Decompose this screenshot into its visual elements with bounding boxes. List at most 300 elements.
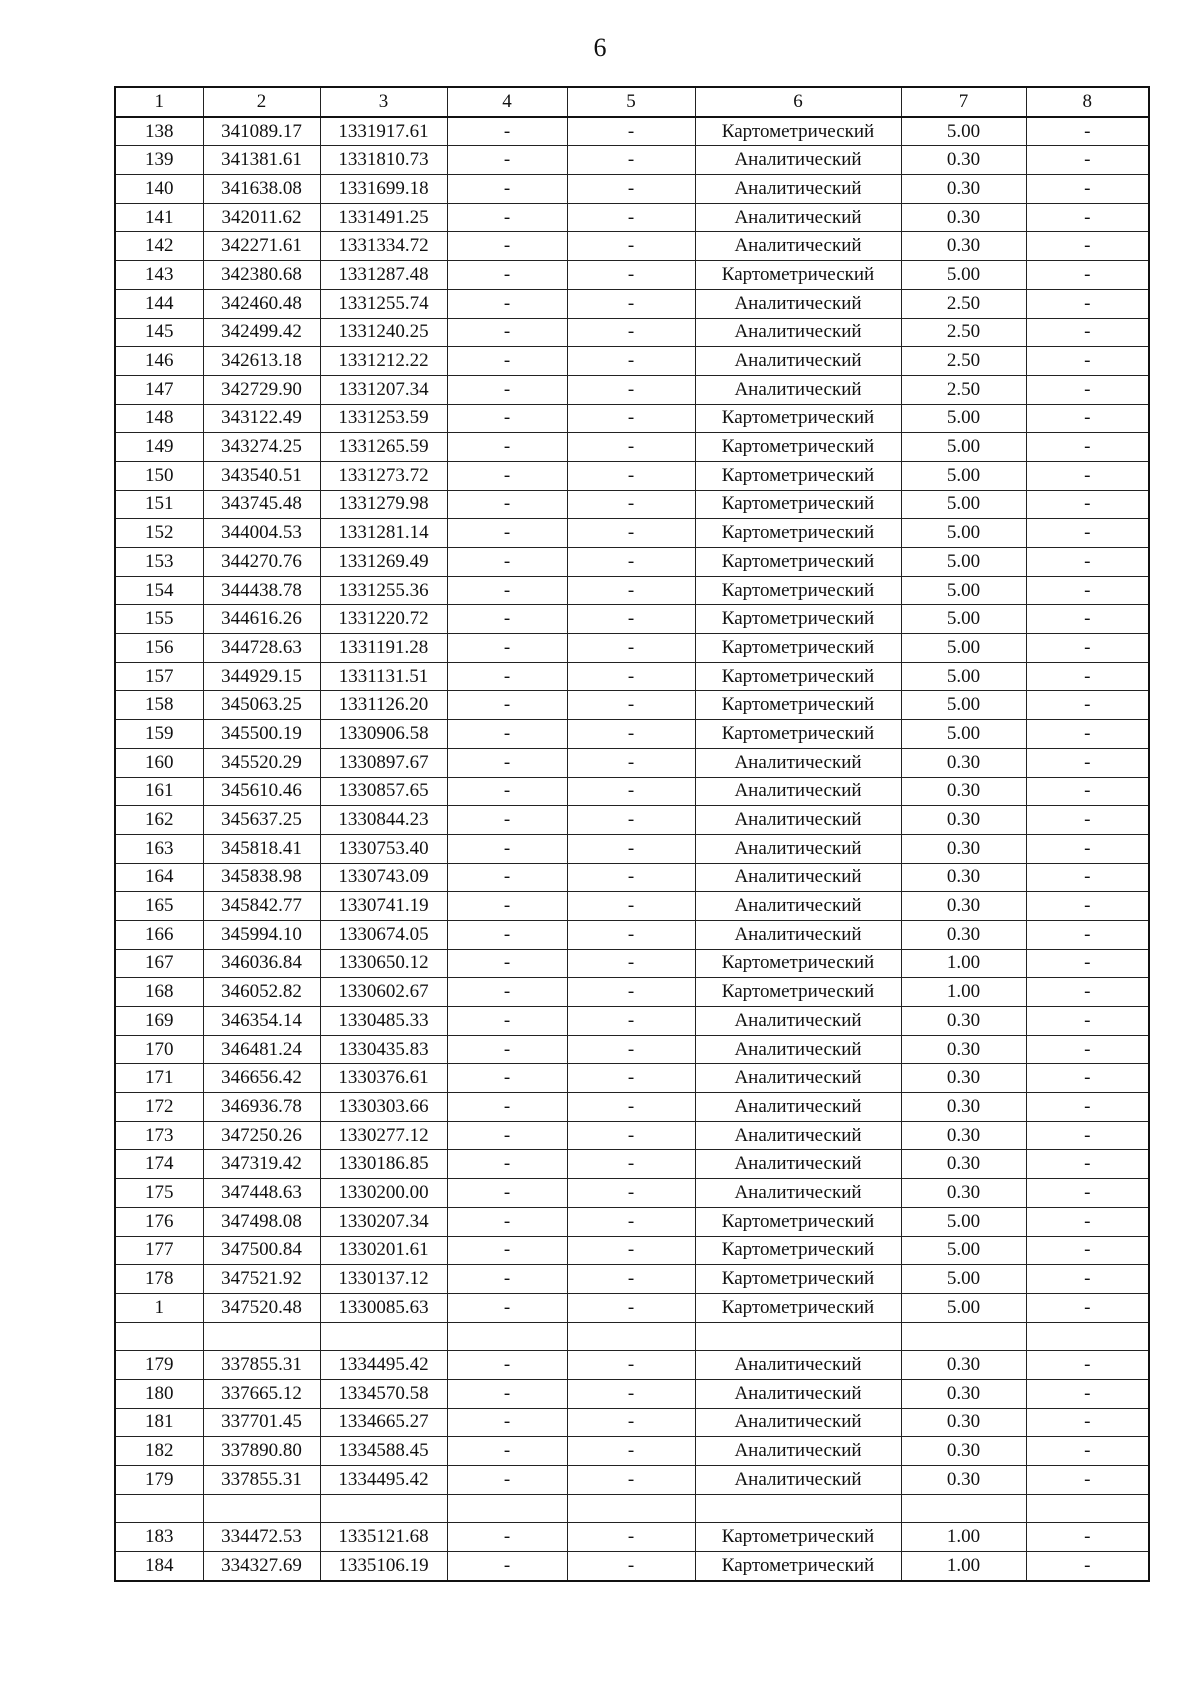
table-cell-col-4: - xyxy=(447,605,567,634)
table-cell-col-7: 0.30 xyxy=(901,1064,1026,1093)
table-cell-col-3: 1331265.59 xyxy=(320,433,447,462)
table-cell-col-4: - xyxy=(447,490,567,519)
table-cell-col-7 xyxy=(901,1322,1026,1351)
table-cell-col-8: - xyxy=(1026,203,1149,232)
table-cell-col-6: Аналитический xyxy=(695,1035,901,1064)
table-cell-col-8: - xyxy=(1026,634,1149,663)
table-cell-col-5: - xyxy=(567,289,695,318)
table-cell-col-3: 1330277.12 xyxy=(320,1121,447,1150)
column-header-6: 6 xyxy=(695,87,901,117)
table-cell-col-1: 139 xyxy=(115,146,203,175)
table-cell-col-4: - xyxy=(447,978,567,1007)
table-cell-col-2: 337855.31 xyxy=(203,1351,320,1380)
table-cell-col-3: 1331334.72 xyxy=(320,232,447,261)
table-cell-col-2: 345842.77 xyxy=(203,892,320,921)
table-row xyxy=(115,892,1149,921)
column-header-3: 3 xyxy=(320,87,447,117)
table-cell-col-2: 342011.62 xyxy=(203,203,320,232)
table-cell-col-6: Картометрический xyxy=(695,978,901,1007)
table-cell-col-6: Картометрический xyxy=(695,404,901,433)
table-cell-col-8: - xyxy=(1026,117,1149,146)
table-cell-col-4: - xyxy=(447,347,567,376)
table-row xyxy=(115,1150,1149,1179)
table-cell-col-1: 151 xyxy=(115,490,203,519)
table-row xyxy=(115,949,1149,978)
table-row xyxy=(115,920,1149,949)
table-cell-col-4: - xyxy=(447,1150,567,1179)
table-cell-col-4: - xyxy=(447,146,567,175)
table-cell-col-5: - xyxy=(567,232,695,261)
table-cell-col-4: - xyxy=(447,1093,567,1122)
table-cell-col-1: 153 xyxy=(115,548,203,577)
table-cell-col-5: - xyxy=(567,347,695,376)
table-cell-col-4: - xyxy=(447,576,567,605)
table-cell-col-2: 341089.17 xyxy=(203,117,320,146)
table-cell-col-4: - xyxy=(447,1179,567,1208)
table-cell-col-3: 1330743.09 xyxy=(320,863,447,892)
table-cell-col-3: 1330201.61 xyxy=(320,1236,447,1265)
table-cell-col-2: 344270.76 xyxy=(203,548,320,577)
table-cell-col-2: 347500.84 xyxy=(203,1236,320,1265)
table-cell-col-3: 1331131.51 xyxy=(320,662,447,691)
table-row xyxy=(115,605,1149,634)
table-cell-col-8: - xyxy=(1026,978,1149,1007)
table-cell-col-1: 176 xyxy=(115,1207,203,1236)
table-cell-col-6: Картометрический xyxy=(695,634,901,663)
table-cell-col-5: - xyxy=(567,1466,695,1495)
table-cell-col-4 xyxy=(447,1322,567,1351)
table-cell-col-4: - xyxy=(447,261,567,290)
table-cell-col-7: 0.30 xyxy=(901,175,1026,204)
table-cell-col-2: 343122.49 xyxy=(203,404,320,433)
column-header-1: 1 xyxy=(115,87,203,117)
table-cell-col-7: 5.00 xyxy=(901,1265,1026,1294)
table-cell-col-3: 1331491.25 xyxy=(320,203,447,232)
table-cell-col-2: 346481.24 xyxy=(203,1035,320,1064)
table-cell-col-1: 146 xyxy=(115,347,203,376)
table-cell-col-4: - xyxy=(447,1121,567,1150)
table-cell-col-4: - xyxy=(447,892,567,921)
table-cell-col-8: - xyxy=(1026,519,1149,548)
table-cell-col-5: - xyxy=(567,1007,695,1036)
table-cell-col-7: 0.30 xyxy=(901,1035,1026,1064)
table-cell-col-1: 149 xyxy=(115,433,203,462)
table-cell-col-4: - xyxy=(447,175,567,204)
table-cell-col-2: 343540.51 xyxy=(203,461,320,490)
table-cell-col-7: 2.50 xyxy=(901,347,1026,376)
table-row xyxy=(115,1007,1149,1036)
table-cell-col-8: - xyxy=(1026,1351,1149,1380)
table-cell-col-4: - xyxy=(447,834,567,863)
table-cell-col-3: 1331273.72 xyxy=(320,461,447,490)
table-cell-col-8: - xyxy=(1026,1293,1149,1322)
table-cell-col-7: 0.30 xyxy=(901,1466,1026,1495)
table-cell-col-5: - xyxy=(567,1236,695,1265)
table-cell-col-6: Аналитический xyxy=(695,1093,901,1122)
table-cell-col-6: Аналитический xyxy=(695,1408,901,1437)
table-cell-col-1: 168 xyxy=(115,978,203,1007)
table-row xyxy=(115,375,1149,404)
table-row xyxy=(115,1552,1149,1581)
table-cell-col-8: - xyxy=(1026,1265,1149,1294)
table-row xyxy=(115,720,1149,749)
table-cell-col-5: - xyxy=(567,863,695,892)
table-cell-col-5: - xyxy=(567,261,695,290)
table-cell-col-4: - xyxy=(447,289,567,318)
table-cell-col-1: 147 xyxy=(115,375,203,404)
table-cell-col-2: 345520.29 xyxy=(203,748,320,777)
table-cell-col-7 xyxy=(901,1494,1026,1523)
table-cell-col-6: Картометрический xyxy=(695,433,901,462)
table-row xyxy=(115,1351,1149,1380)
table-row xyxy=(115,1265,1149,1294)
table-cell-col-5: - xyxy=(567,203,695,232)
table-cell-col-2: 344438.78 xyxy=(203,576,320,605)
table-cell-col-1: 170 xyxy=(115,1035,203,1064)
table-cell-col-7: 0.30 xyxy=(901,1179,1026,1208)
table-cell-col-7: 1.00 xyxy=(901,949,1026,978)
table-cell-col-4: - xyxy=(447,1236,567,1265)
table-cell-col-2: 347319.42 xyxy=(203,1150,320,1179)
table-cell-col-2: 346036.84 xyxy=(203,949,320,978)
table-cell-col-1: 169 xyxy=(115,1007,203,1036)
table-cell-col-2: 342460.48 xyxy=(203,289,320,318)
table-row xyxy=(115,548,1149,577)
table-cell-col-5: - xyxy=(567,146,695,175)
table-cell-col-6: Аналитический xyxy=(695,175,901,204)
table-cell-col-7: 0.30 xyxy=(901,232,1026,261)
table-cell-col-7: 0.30 xyxy=(901,1437,1026,1466)
table-cell-col-4: - xyxy=(447,1007,567,1036)
table-cell-col-6: Аналитический xyxy=(695,203,901,232)
table-cell-col-7: 5.00 xyxy=(901,548,1026,577)
table-cell-col-2: 346052.82 xyxy=(203,978,320,1007)
table-cell-col-6: Аналитический xyxy=(695,806,901,835)
table-cell-col-6: Аналитический xyxy=(695,1466,901,1495)
table-cell-col-1: 180 xyxy=(115,1379,203,1408)
table-spacer-row xyxy=(115,1494,1149,1523)
table-cell-col-5: - xyxy=(567,748,695,777)
table-cell-col-2: 334472.53 xyxy=(203,1523,320,1552)
table-cell-col-6: Аналитический xyxy=(695,289,901,318)
table-cell-col-6: Аналитический xyxy=(695,748,901,777)
table-cell-col-5: - xyxy=(567,1293,695,1322)
table-header-row xyxy=(115,87,1149,117)
table-cell-col-3: 1334495.42 xyxy=(320,1351,447,1380)
column-header-8: 8 xyxy=(1026,87,1149,117)
table-cell-col-7: 5.00 xyxy=(901,634,1026,663)
table-cell-col-1: 156 xyxy=(115,634,203,663)
table-row xyxy=(115,433,1149,462)
table-cell-col-4: - xyxy=(447,806,567,835)
table-cell-col-5: - xyxy=(567,576,695,605)
table-cell-col-3: 1334588.45 xyxy=(320,1437,447,1466)
table-cell-col-6: Аналитический xyxy=(695,1351,901,1380)
table-cell-col-5: - xyxy=(567,461,695,490)
table-cell-col-8: - xyxy=(1026,548,1149,577)
table-cell-col-8: - xyxy=(1026,605,1149,634)
table-cell-col-2: 341638.08 xyxy=(203,175,320,204)
table-cell-col-2: 346656.42 xyxy=(203,1064,320,1093)
table-cell-col-5: - xyxy=(567,834,695,863)
table-cell-col-2 xyxy=(203,1322,320,1351)
table-cell-col-8: - xyxy=(1026,662,1149,691)
table-cell-col-6: Картометрический xyxy=(695,1207,901,1236)
table-cell-col-8 xyxy=(1026,1494,1149,1523)
table-cell-col-1 xyxy=(115,1322,203,1351)
table-cell-col-3: 1331810.73 xyxy=(320,146,447,175)
table-row xyxy=(115,834,1149,863)
table-cell-col-4: - xyxy=(447,232,567,261)
table-cell-col-2: 347250.26 xyxy=(203,1121,320,1150)
table-cell-col-3: 1330435.83 xyxy=(320,1035,447,1064)
table-cell-col-3: 1334495.42 xyxy=(320,1466,447,1495)
table-cell-col-3: 1330085.63 xyxy=(320,1293,447,1322)
table-cell-col-3: 1330186.85 xyxy=(320,1150,447,1179)
column-header-5: 5 xyxy=(567,87,695,117)
table-cell-col-7: 5.00 xyxy=(901,461,1026,490)
table-cell-col-1: 184 xyxy=(115,1552,203,1581)
table-cell-col-3: 1335106.19 xyxy=(320,1552,447,1581)
table-cell-col-4 xyxy=(447,1494,567,1523)
table-cell-col-6: Картометрический xyxy=(695,662,901,691)
table-cell-col-4: - xyxy=(447,1035,567,1064)
table-cell-col-5: - xyxy=(567,662,695,691)
table-cell-col-4: - xyxy=(447,1523,567,1552)
table-cell-col-8: - xyxy=(1026,1379,1149,1408)
table-cell-col-6: Аналитический xyxy=(695,1379,901,1408)
table-cell-col-3: 1330897.67 xyxy=(320,748,447,777)
table-cell-col-6: Аналитический xyxy=(695,1007,901,1036)
table-cell-col-3: 1331126.20 xyxy=(320,691,447,720)
table-cell-col-3: 1331279.98 xyxy=(320,490,447,519)
table-cell-col-8: - xyxy=(1026,1035,1149,1064)
table-cell-col-5: - xyxy=(567,1207,695,1236)
table-cell-col-2: 346354.14 xyxy=(203,1007,320,1036)
table-spacer-row xyxy=(115,1322,1149,1351)
table-cell-col-7: 0.30 xyxy=(901,1007,1026,1036)
table-cell-col-7: 0.30 xyxy=(901,892,1026,921)
table-cell-col-7: 0.30 xyxy=(901,1121,1026,1150)
table-cell-col-3: 1330207.34 xyxy=(320,1207,447,1236)
table-cell-col-1: 157 xyxy=(115,662,203,691)
table-cell-col-3: 1330844.23 xyxy=(320,806,447,835)
table-cell-col-5: - xyxy=(567,1351,695,1380)
table-cell-col-3: 1331287.48 xyxy=(320,261,447,290)
table-cell-col-5: - xyxy=(567,892,695,921)
table-row xyxy=(115,347,1149,376)
table-cell-col-3: 1331281.14 xyxy=(320,519,447,548)
table-cell-col-2: 342271.61 xyxy=(203,232,320,261)
table-cell-col-7: 5.00 xyxy=(901,605,1026,634)
table-cell-col-5: - xyxy=(567,548,695,577)
table-cell-col-8: - xyxy=(1026,404,1149,433)
table-cell-col-3: 1335121.68 xyxy=(320,1523,447,1552)
table-cell-col-7: 5.00 xyxy=(901,433,1026,462)
table-cell-col-6: Аналитический xyxy=(695,1121,901,1150)
table-cell-col-6: Картометрический xyxy=(695,1552,901,1581)
table-cell-col-7: 0.30 xyxy=(901,920,1026,949)
table-row xyxy=(115,1064,1149,1093)
table-cell-col-5: - xyxy=(567,1265,695,1294)
column-header-7: 7 xyxy=(901,87,1026,117)
table-cell-col-8: - xyxy=(1026,777,1149,806)
table-cell-col-4: - xyxy=(447,748,567,777)
table-cell-col-1: 179 xyxy=(115,1351,203,1380)
table-cell-col-1: 167 xyxy=(115,949,203,978)
table-cell-col-3: 1330376.61 xyxy=(320,1064,447,1093)
table-cell-col-5: - xyxy=(567,1121,695,1150)
table-cell-col-3: 1331191.28 xyxy=(320,634,447,663)
table-cell-col-1: 150 xyxy=(115,461,203,490)
table-cell-col-1: 171 xyxy=(115,1064,203,1093)
table-cell-col-1: 164 xyxy=(115,863,203,892)
table-row xyxy=(115,806,1149,835)
table-cell-col-5: - xyxy=(567,978,695,1007)
table-cell-col-2: 347498.08 xyxy=(203,1207,320,1236)
table-cell-col-2: 343274.25 xyxy=(203,433,320,462)
table-cell-col-6: Картометрический xyxy=(695,1523,901,1552)
table-cell-col-8: - xyxy=(1026,920,1149,949)
table-cell-col-8: - xyxy=(1026,232,1149,261)
table-cell-col-3: 1330602.67 xyxy=(320,978,447,1007)
table-cell-col-7: 5.00 xyxy=(901,490,1026,519)
table-cell-col-1: 161 xyxy=(115,777,203,806)
column-header-4: 4 xyxy=(447,87,567,117)
table-cell-col-7: 5.00 xyxy=(901,261,1026,290)
table-cell-col-5: - xyxy=(567,777,695,806)
table-cell-col-8: - xyxy=(1026,1150,1149,1179)
table-cell-col-8: - xyxy=(1026,289,1149,318)
table-cell-col-8: - xyxy=(1026,1064,1149,1093)
table-body xyxy=(115,117,1149,1581)
table-cell-col-4: - xyxy=(447,949,567,978)
table-cell-col-4: - xyxy=(447,519,567,548)
table-row xyxy=(115,203,1149,232)
table-cell-col-8: - xyxy=(1026,175,1149,204)
table-cell-col-3: 1330753.40 xyxy=(320,834,447,863)
table-cell-col-8: - xyxy=(1026,1121,1149,1150)
table-cell-col-6 xyxy=(695,1494,901,1523)
table-cell-col-5: - xyxy=(567,375,695,404)
table-cell-col-7: 5.00 xyxy=(901,691,1026,720)
table-row xyxy=(115,261,1149,290)
table-cell-col-8: - xyxy=(1026,433,1149,462)
table-cell-col-6: Аналитический xyxy=(695,1179,901,1208)
table-cell-col-7: 5.00 xyxy=(901,662,1026,691)
table-cell-col-7: 0.30 xyxy=(901,806,1026,835)
table-row xyxy=(115,146,1149,175)
table-row xyxy=(115,1293,1149,1322)
table-cell-col-3: 1331917.61 xyxy=(320,117,447,146)
table-cell-col-4: - xyxy=(447,375,567,404)
table-cell-col-7: 0.30 xyxy=(901,1351,1026,1380)
table-cell-col-2: 346936.78 xyxy=(203,1093,320,1122)
table-cell-col-1: 145 xyxy=(115,318,203,347)
table-cell-col-6: Картометрический xyxy=(695,490,901,519)
table-row xyxy=(115,1179,1149,1208)
table-cell-col-4: - xyxy=(447,1552,567,1581)
table-cell-col-1: 152 xyxy=(115,519,203,548)
table-cell-col-5: - xyxy=(567,1408,695,1437)
table-cell-col-6: Картометрический xyxy=(695,1265,901,1294)
table-cell-col-4: - xyxy=(447,461,567,490)
table-cell-col-1: 163 xyxy=(115,834,203,863)
table-cell-col-5: - xyxy=(567,433,695,462)
table-cell-col-2: 342729.90 xyxy=(203,375,320,404)
table-cell-col-2: 345063.25 xyxy=(203,691,320,720)
table-cell-col-5: - xyxy=(567,1150,695,1179)
table-cell-col-2: 344004.53 xyxy=(203,519,320,548)
table-cell-col-6: Аналитический xyxy=(695,1150,901,1179)
table-row xyxy=(115,1466,1149,1495)
table-cell-col-2: 347520.48 xyxy=(203,1293,320,1322)
table-cell-col-2: 347521.92 xyxy=(203,1265,320,1294)
table-cell-col-3: 1330674.05 xyxy=(320,920,447,949)
table-row xyxy=(115,863,1149,892)
table-cell-col-8: - xyxy=(1026,834,1149,863)
table-cell-col-8: - xyxy=(1026,490,1149,519)
table-cell-col-7: 2.50 xyxy=(901,375,1026,404)
table-cell-col-2: 337701.45 xyxy=(203,1408,320,1437)
table-cell-col-1: 142 xyxy=(115,232,203,261)
table-cell-col-5: - xyxy=(567,1379,695,1408)
table-cell-col-5: - xyxy=(567,404,695,433)
table-cell-col-7: 0.30 xyxy=(901,1408,1026,1437)
table-cell-col-2: 345637.25 xyxy=(203,806,320,835)
table-cell-col-7: 0.30 xyxy=(901,834,1026,863)
table-row xyxy=(115,662,1149,691)
table-cell-col-7: 5.00 xyxy=(901,1236,1026,1265)
table-cell-col-3: 1330741.19 xyxy=(320,892,447,921)
column-header-2: 2 xyxy=(203,87,320,117)
table-cell-col-6: Картометрический xyxy=(695,605,901,634)
table-cell-col-8: - xyxy=(1026,949,1149,978)
table-cell-col-1: 160 xyxy=(115,748,203,777)
table-cell-col-8: - xyxy=(1026,576,1149,605)
table-cell-col-1: 179 xyxy=(115,1466,203,1495)
table-cell-col-1: 165 xyxy=(115,892,203,921)
table-cell-col-5: - xyxy=(567,1064,695,1093)
table-cell-col-5: - xyxy=(567,318,695,347)
table-cell-col-3: 1331699.18 xyxy=(320,175,447,204)
table-row xyxy=(115,1093,1149,1122)
table-cell-col-6: Аналитический xyxy=(695,1064,901,1093)
table-cell-col-4: - xyxy=(447,1466,567,1495)
table-row xyxy=(115,576,1149,605)
table-cell-col-6: Картометрический xyxy=(695,548,901,577)
table-cell-col-2: 343745.48 xyxy=(203,490,320,519)
table-cell-col-1: 148 xyxy=(115,404,203,433)
page-number: 6 xyxy=(593,33,607,62)
table-row xyxy=(115,404,1149,433)
table-cell-col-8 xyxy=(1026,1322,1149,1351)
table-cell-col-7: 5.00 xyxy=(901,576,1026,605)
table-row xyxy=(115,289,1149,318)
table-cell-col-3 xyxy=(320,1494,447,1523)
table-cell-col-4: - xyxy=(447,634,567,663)
table-cell-col-2: 341381.61 xyxy=(203,146,320,175)
table-cell-col-2: 344728.63 xyxy=(203,634,320,663)
table-cell-col-6: Картометрический xyxy=(695,691,901,720)
table-cell-col-3: 1330303.66 xyxy=(320,1093,447,1122)
table-cell-col-7: 2.50 xyxy=(901,289,1026,318)
table-cell-col-8: - xyxy=(1026,806,1149,835)
table-cell-col-4: - xyxy=(447,1408,567,1437)
table-cell-col-1: 144 xyxy=(115,289,203,318)
table-cell-col-3: 1331212.22 xyxy=(320,347,447,376)
table-cell-col-6: Аналитический xyxy=(695,863,901,892)
